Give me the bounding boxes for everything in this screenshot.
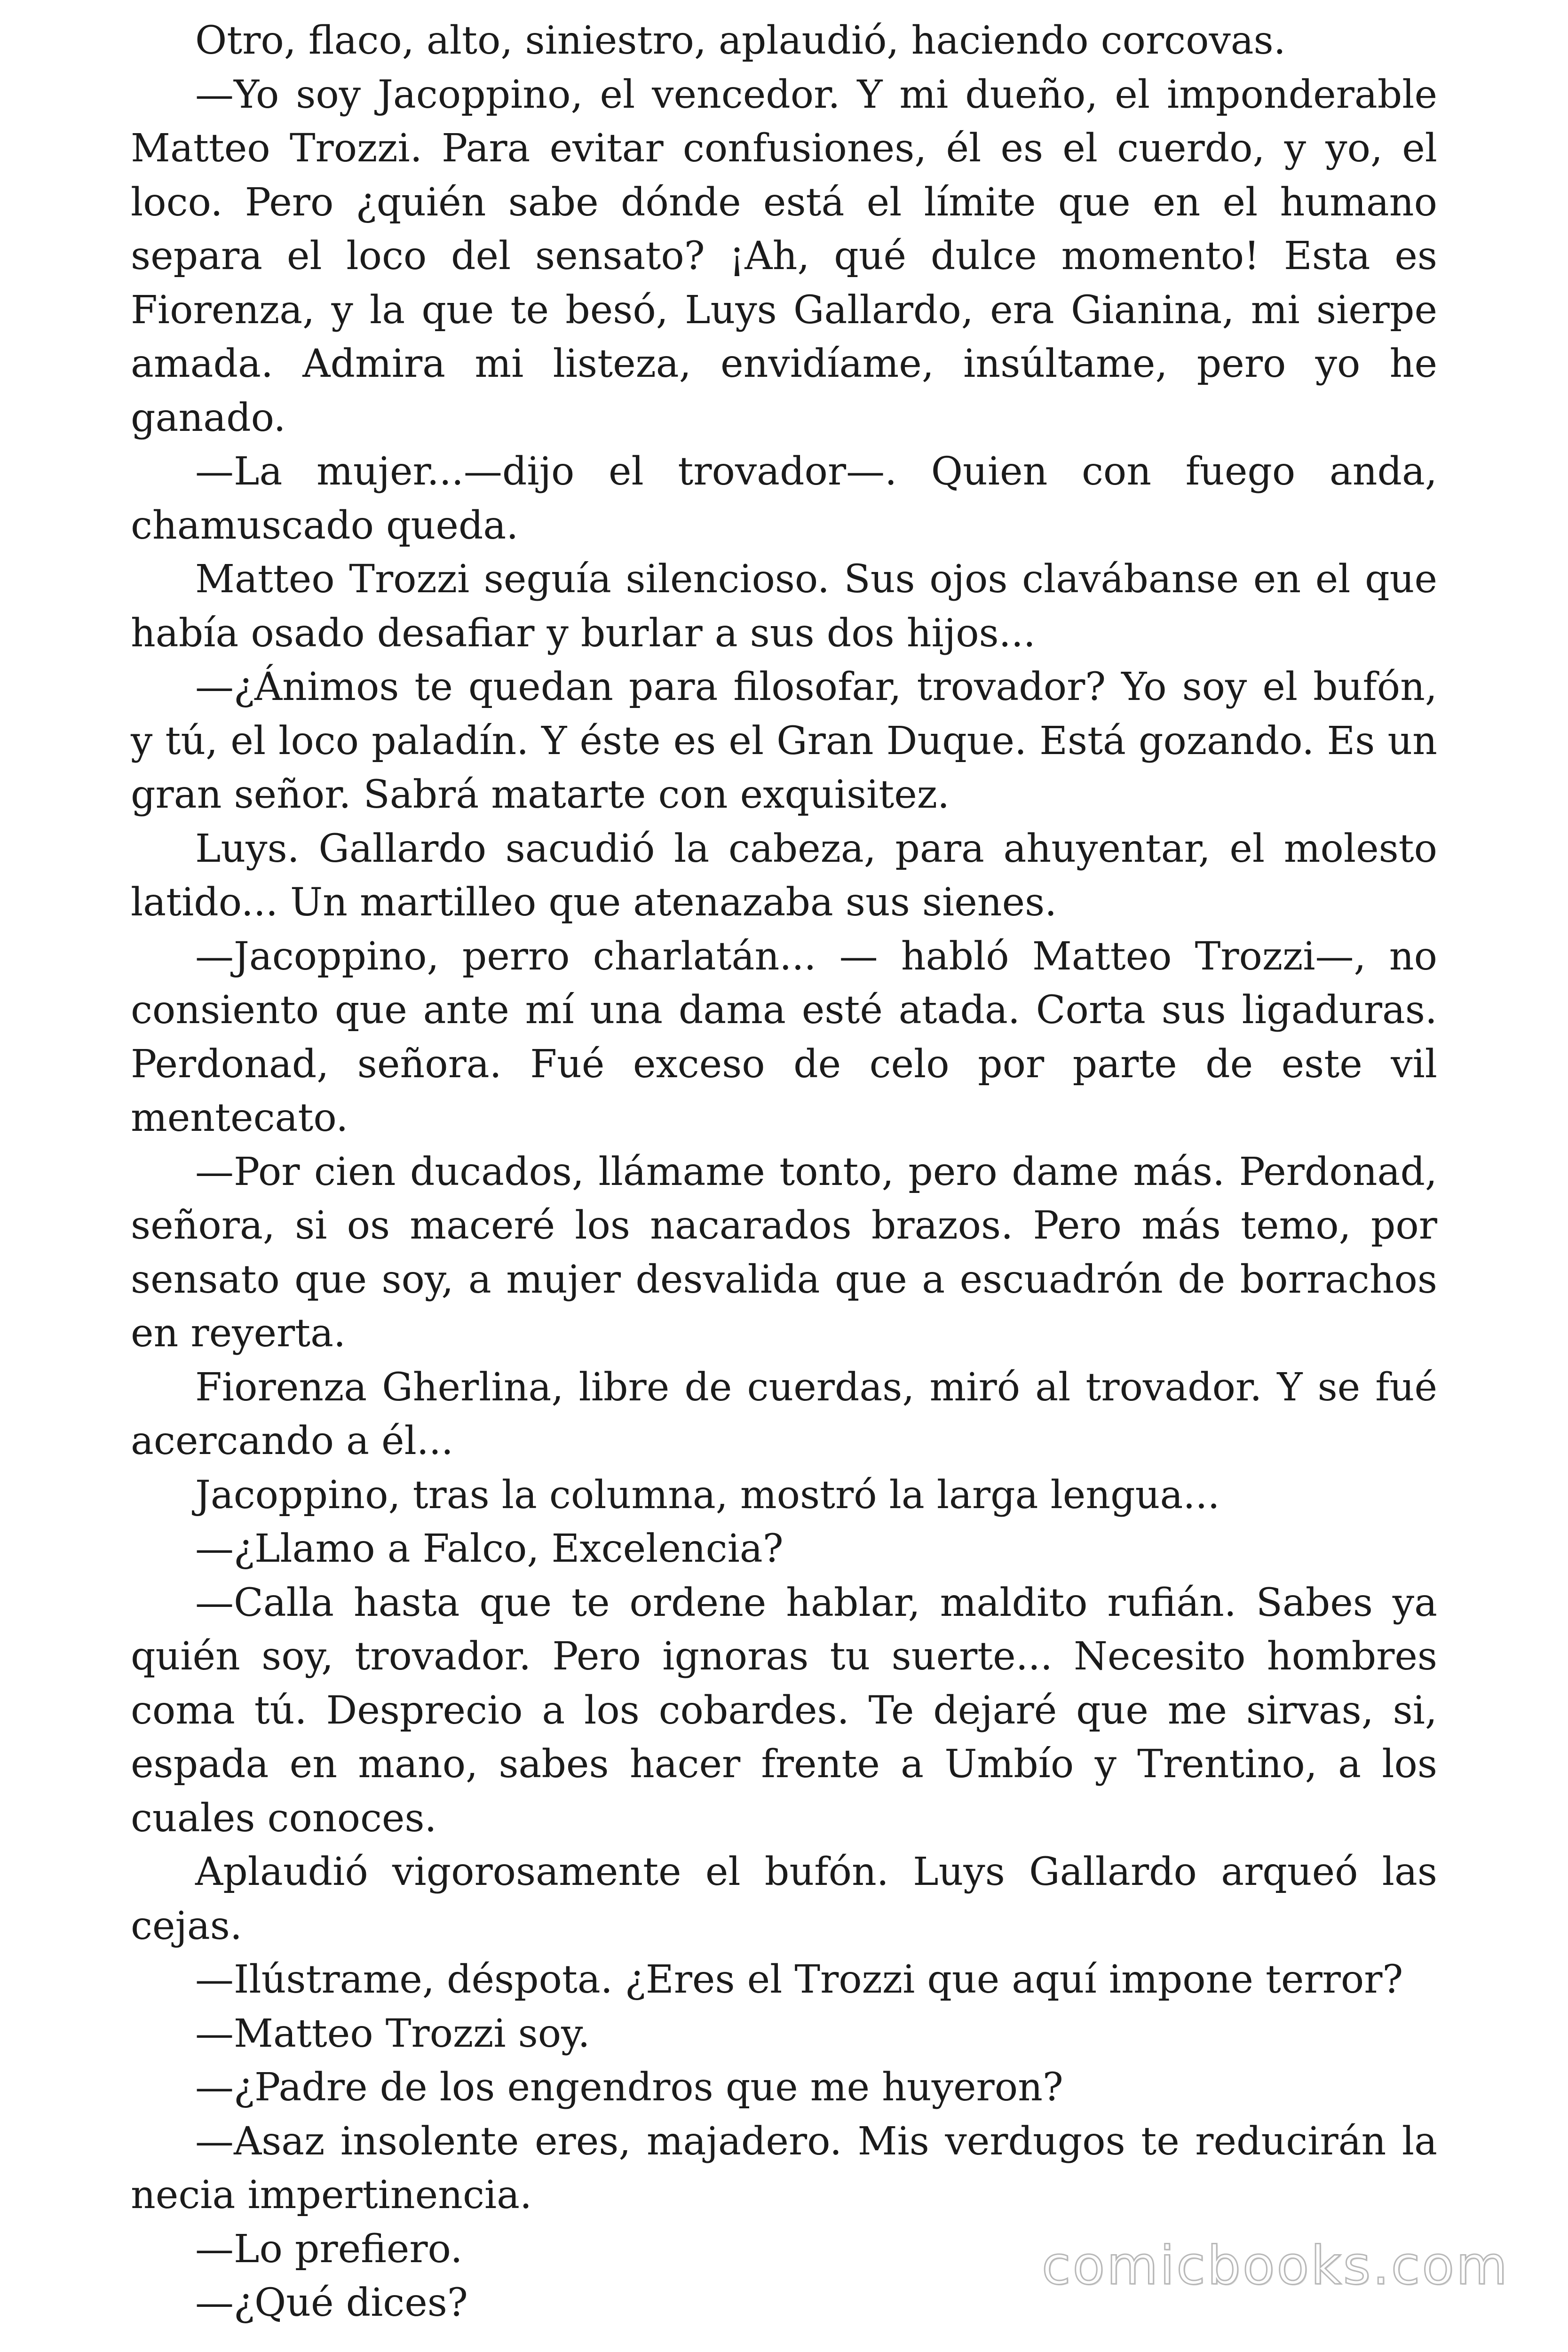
paragraph: —Matteo Trozzi soy. — [195, 2011, 590, 2056]
paragraph: —¿Llamo a Falco, Excelencia? — [195, 1526, 784, 1571]
paragraph: Luys. Gallardo sacudió la cabeza, para ahuyentar, el molesto latido... Un martilleo que atenazaba sus sienes. — [131, 826, 1437, 925]
paragraph: —Ilústrame, déspota. ¿Eres el Trozzi que aquí impone terror? — [195, 1957, 1403, 2002]
paragraph: Otro, flaco, alto, siniestro, aplaudió, haciendo corcovas. — [195, 18, 1286, 63]
paragraph: —¿Padre de los engendros que me huyeron? — [195, 2065, 1063, 2110]
paragraph: —Calla hasta que te ordene hablar, maldito rufián. Sabes ya quién soy, trovador. Pero ignoras tu suerte... Necesito hombres coma tú. Desprecio a los cobardes. Te dejaré que me sirvas, si, espada en mano, sabes hacer frente a Umbío y Trentino, a los cuales conoces. — [131, 1580, 1437, 1841]
paragraph: Jacoppino, tras la columna, mostró la larga lengua... — [195, 1472, 1220, 1518]
paragraph: —Asaz insolente eres, majadero. Mis verdugos te reducirán la necia impertinencia. — [131, 2119, 1437, 2217]
paragraph: —¿Qué dices? — [195, 2280, 468, 2325]
paragraph: —Yo soy Jacoppino, el vencedor. Y mi dueño, el imponderable Matteo Trozzi. Para evitar confusiones, él es el cuerdo, y yo, el loco. Pero ¿quién sabe dónde está el límite que en el humano separa el loco del sensato? ¡Ah, qué dulce momento! Esta es Fiorenza, y la que te besó, Luys Gallardo, era Gianina, mi sierpe amada. Admira mi listeza, envidíame, insúltame, pero yo he ganado. — [131, 72, 1437, 440]
book-page-text — [131, 14, 1437, 2330]
paragraph: Aplaudió vigorosamente el bufón. Luys Gallardo arqueó las cejas. — [131, 1850, 1437, 1948]
paragraph: —Lo prefiero. — [195, 2226, 463, 2272]
paragraph: Matteo Trozzi seguía silencioso. Sus ojos clavábanse en el que había osado desafiar y burlar a sus dos hijos... — [131, 557, 1437, 656]
paragraph: —La mujer...—dijo el trovador—. Quien con fuego anda, chamuscado queda. — [131, 449, 1437, 548]
paragraph: —Por cien ducados, llámame tonto, pero dame más. Perdonad, señora, si os maceré los nacarados brazos. Pero más temo, por sensato que soy, a mujer desvalida que a escuadrón de borrachos en reyerta. — [131, 1149, 1437, 1356]
paragraph: Fiorenza Gherlina, libre de cuerdas, miró al trovador. Y se fué acercando a él... — [131, 1365, 1437, 1463]
paragraph: —¿Ánimos te quedan para filosofar, trovador? Yo soy el bufón, y tú, el loco paladín. Y éste es el Gran Duque. Está gozando. Es un gran señor. Sabrá matarte con exquisitez. — [131, 665, 1437, 817]
watermark: comicbooks.com — [1041, 2235, 1509, 2296]
paragraph: —Jacoppino, perro charlatán... — habló Matteo Trozzi—, no consiento que ante mí una dama esté atada. Corta sus ligaduras. Perdonad, señora. Fué exceso de celo por parte de este vil mentecato. — [131, 934, 1437, 1140]
